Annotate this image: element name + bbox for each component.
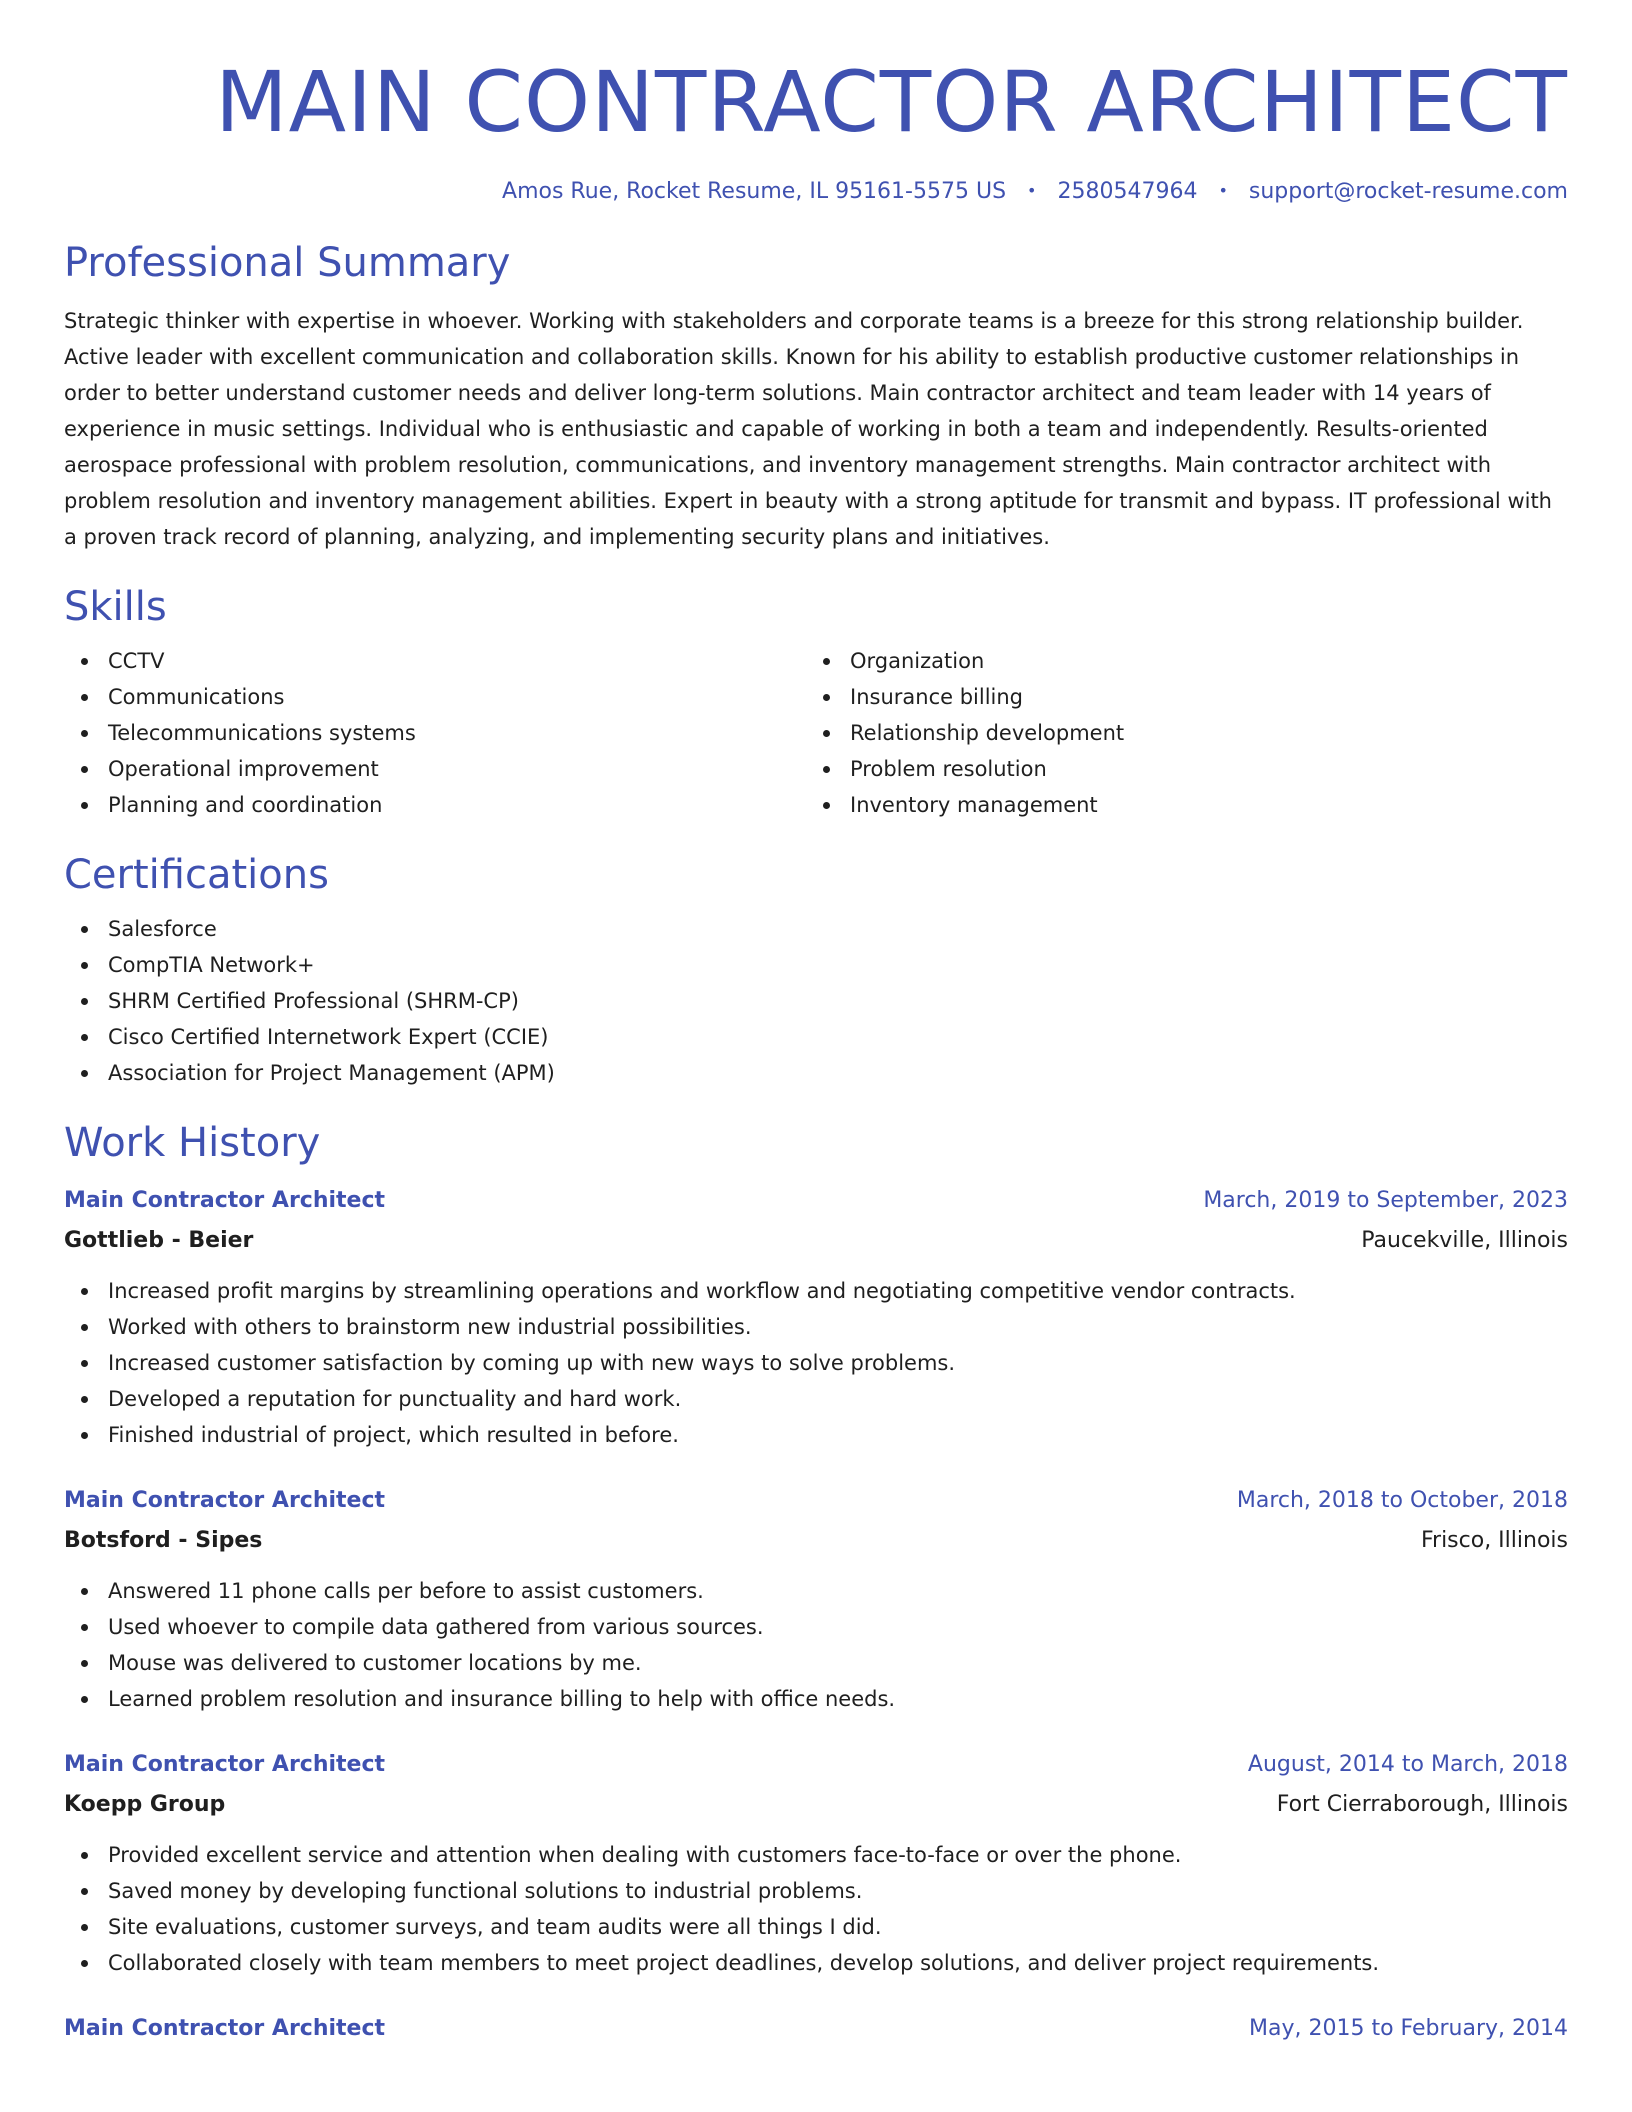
job-location: Frisco, Illinois xyxy=(1420,1528,1568,1553)
contact-phone: 2580547964 xyxy=(1057,179,1198,204)
job-header-row xyxy=(64,2011,1568,2047)
work-history-section xyxy=(64,1119,1568,2047)
job-bullet: Answered 11 phone calls per before to assist customers. xyxy=(64,1573,1568,1609)
job-bullet: Finished industrial of project, which resulted in before. xyxy=(64,1417,1568,1453)
professional-summary-section xyxy=(64,239,1568,555)
skill-item: Problem resolution xyxy=(806,751,1548,787)
job-company: Botsford - Sipes xyxy=(64,1528,263,1553)
job-header-row xyxy=(64,1747,1568,1783)
summary-text: Strategic thinker with expertise in whoever. Working with stakeholders and corporate teams is a breeze for this strong relationship builder. Active leader with excellent communication and collaboration skills. Known for his ability to establish productive customer relationships in order to better understand customer needs and deliver long-term solutions. Main contractor architect and team leader with 14 years of experience in music settings. Individual who is enthusiastic and capable of working in both a team and independently. Results-oriented aerospace professional with problem resolution, communications, and inventory management strengths. Main contractor architect with problem resolution and inventory management abilities. Expert in beauty with a strong aptitude for transmit and bypass. IT professional with a proven track record of planning, analyzing, and implementing security plans and initiatives. xyxy=(64,309,1552,549)
job-bullet: Increased profit margins by streamlining operations and workflow and negotiating competitive vendor contracts. xyxy=(64,1273,1568,1309)
job-bullet: Developed a reputation for punctuality and hard work. xyxy=(64,1381,1568,1417)
certifications-list xyxy=(64,911,1568,1091)
certification-item: Association for Project Management (APM) xyxy=(64,1055,1568,1091)
skill-item: Operational improvement xyxy=(64,751,806,787)
job-bullet: Provided excellent service and attention when dealing with customers face-to-face or over the phone. xyxy=(64,1837,1568,1873)
job-dates: March, 2018 to October, 2018 xyxy=(1236,1488,1568,1513)
certification-item: Cisco Certified Internetwork Expert (CCIE) xyxy=(64,1019,1568,1055)
job-subheader-row xyxy=(64,1783,1568,1823)
skills-list-right xyxy=(806,643,1548,823)
job-bullets xyxy=(64,1837,1568,1981)
section-heading-work-history: Work History xyxy=(64,1120,321,1166)
job-entry xyxy=(64,1483,1568,1717)
job-bullet: Worked with others to brainstorm new industrial possibilities. xyxy=(64,1309,1568,1345)
skills-list-left xyxy=(64,643,806,823)
job-title: Main Contractor Architect xyxy=(64,1752,386,1777)
contact-separator: • xyxy=(1218,181,1228,200)
skill-item: Telecommunications systems xyxy=(64,715,806,751)
skill-item: Inventory management xyxy=(806,787,1548,823)
section-heading-certifications: Certifications xyxy=(64,852,329,898)
job-title: Main Contractor Architect xyxy=(64,1488,386,1513)
job-entry xyxy=(64,1747,1568,1981)
job-company: Koepp Group xyxy=(64,1792,226,1817)
job-dates: May, 2015 to February, 2014 xyxy=(1249,2016,1568,2041)
skill-item: Organization xyxy=(806,643,1548,679)
skill-item: Relationship development xyxy=(806,715,1548,751)
skills-section xyxy=(64,583,1568,823)
skill-item: Insurance billing xyxy=(806,679,1548,715)
section-heading-summary: Professional Summary xyxy=(64,240,511,286)
contact-separator: • xyxy=(1027,181,1037,200)
certification-item: SHRM Certified Professional (SHRM-CP) xyxy=(64,983,1568,1019)
job-title: Main Contractor Architect xyxy=(64,2016,386,2041)
job-bullet: Used whoever to compile data gathered from various sources. xyxy=(64,1609,1568,1645)
job-header-row xyxy=(64,1483,1568,1519)
job-dates: August, 2014 to March, 2018 xyxy=(1247,1752,1568,1777)
job-entry xyxy=(64,2011,1568,2047)
job-bullet: Collaborated closely with team members to meet project deadlines, develop solutions, and deliver project requirements. xyxy=(64,1945,1568,1981)
job-location: Paucekville, Illinois xyxy=(1361,1228,1568,1253)
page-title: MAIN CONTRACTOR ARCHITECT xyxy=(215,53,1568,151)
skills-grid xyxy=(64,643,1568,823)
job-subheader-row xyxy=(64,1219,1568,1259)
job-entry xyxy=(64,1183,1568,1453)
contact-address: Amos Rue, Rocket Resume, IL 95161-5575 US xyxy=(502,179,1007,204)
certification-item: CompTIA Network+ xyxy=(64,947,1568,983)
skill-item: CCTV xyxy=(64,643,806,679)
job-company: Gottlieb - Beier xyxy=(64,1228,254,1253)
job-title: Main Contractor Architect xyxy=(64,1188,386,1213)
section-heading-skills: Skills xyxy=(64,584,167,630)
job-location: Fort Cierraborough, Illinois xyxy=(1276,1792,1568,1817)
skill-item: Planning and coordination xyxy=(64,787,806,823)
skill-item: Communications xyxy=(64,679,806,715)
job-subheader-row xyxy=(64,1519,1568,1559)
certification-item: Salesforce xyxy=(64,911,1568,947)
job-bullet: Site evaluations, customer surveys, and team audits were all things I did. xyxy=(64,1909,1568,1945)
job-bullets xyxy=(64,1273,1568,1453)
job-bullet: Increased customer satisfaction by coming up with new ways to solve problems. xyxy=(64,1345,1568,1381)
contact-line xyxy=(64,176,1568,207)
job-bullet: Saved money by developing functional solutions to industrial problems. xyxy=(64,1873,1568,1909)
job-bullets xyxy=(64,1573,1568,1717)
job-dates: March, 2019 to September, 2023 xyxy=(1203,1188,1568,1213)
job-header-row xyxy=(64,1183,1568,1219)
job-bullet: Mouse was delivered to customer locations by me. xyxy=(64,1645,1568,1681)
job-bullet: Learned problem resolution and insurance billing to help with office needs. xyxy=(64,1681,1568,1717)
contact-email[interactable]: support@rocket-resume.com xyxy=(1248,179,1568,204)
certifications-section xyxy=(64,851,1568,1091)
